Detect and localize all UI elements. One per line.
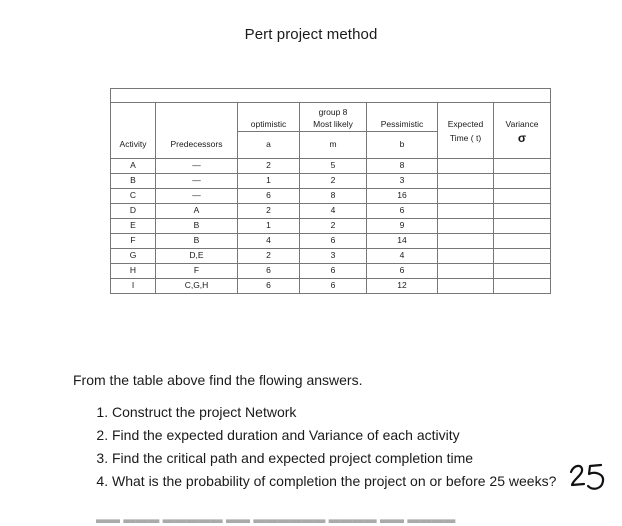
pessimistic-cell: 4 (367, 248, 438, 263)
activity-cell: F (111, 233, 156, 248)
table-row (111, 203, 551, 218)
most-likely-cell: 6 (300, 263, 367, 278)
expected-time-cell (438, 188, 494, 203)
predecessor-cell: F (156, 263, 238, 278)
table-row (111, 158, 551, 173)
header-time: Time ( t) (438, 132, 494, 159)
cut-off-text-line: ▬▬ ▬▬▬ ▬▬▬▬▬ ▬▬ ▬▬▬▬▬▬ ▬▬▬▬ ▬▬ ▬▬▬▬ (96, 512, 456, 526)
activity-cell: D (111, 203, 156, 218)
table-header-row-group (111, 103, 551, 118)
variance-cell (494, 263, 551, 278)
optimistic-cell: 4 (238, 233, 300, 248)
pessimistic-cell: 9 (367, 218, 438, 233)
activity-cell: H (111, 263, 156, 278)
expected-time-cell (438, 158, 494, 173)
activity-cell: I (111, 278, 156, 293)
activity-cell: C (111, 188, 156, 203)
optimistic-cell: 6 (238, 188, 300, 203)
table-header-row-1 (111, 117, 551, 132)
optimistic-cell: 6 (238, 263, 300, 278)
question-item: 3. Find the critical path and expected project completion time (112, 447, 602, 470)
expected-time-cell (438, 278, 494, 293)
table-row (111, 188, 551, 203)
header-optimistic: optimistic (238, 117, 300, 132)
pessimistic-cell: 12 (367, 278, 438, 293)
questions-intro: From the table above find the flowing answers. (73, 372, 363, 388)
table-header-row-2 (111, 132, 551, 159)
table-row (111, 173, 551, 188)
table-blank-row (111, 89, 551, 103)
activity-cell: E (111, 218, 156, 233)
table-row (111, 233, 551, 248)
header-variance: Variance (494, 117, 551, 132)
pessimistic-cell: 6 (367, 263, 438, 278)
most-likely-cell: 2 (300, 218, 367, 233)
optimistic-cell: 2 (238, 248, 300, 263)
most-likely-cell: 8 (300, 188, 367, 203)
variance-cell (494, 218, 551, 233)
pessimistic-cell: 16 (367, 188, 438, 203)
predecessor-cell: B (156, 233, 238, 248)
most-likely-cell: 6 (300, 278, 367, 293)
variance-cell (494, 158, 551, 173)
predecessor-cell: — (156, 173, 238, 188)
table-row (111, 248, 551, 263)
header-activity: Activity (111, 132, 156, 159)
variance-cell (494, 248, 551, 263)
pessimistic-cell: 6 (367, 203, 438, 218)
header-most-likely: Most likely (300, 117, 367, 132)
activity-cell: G (111, 248, 156, 263)
predecessor-cell: — (156, 158, 238, 173)
variance-cell (494, 173, 551, 188)
expected-time-cell (438, 218, 494, 233)
question-item: 1. Construct the project Network (112, 401, 602, 424)
table-row (111, 218, 551, 233)
header-b: b (367, 132, 438, 159)
pessimistic-cell: 8 (367, 158, 438, 173)
group-label: group 8 (300, 103, 367, 118)
handwritten-25-mark (568, 460, 608, 496)
pert-table (110, 88, 551, 294)
most-likely-cell: 6 (300, 233, 367, 248)
table-row (111, 263, 551, 278)
expected-time-cell (438, 248, 494, 263)
predecessor-cell: D,E (156, 248, 238, 263)
questions-list (88, 401, 602, 493)
variance-cell (494, 188, 551, 203)
predecessor-cell: — (156, 188, 238, 203)
page-title: Pert project method (244, 26, 378, 43)
expected-time-cell (438, 263, 494, 278)
header-predecessors: Predecessors (156, 132, 238, 159)
expected-time-cell (438, 233, 494, 248)
header-sigma: σ (494, 132, 551, 159)
pessimistic-cell: 3 (367, 173, 438, 188)
question-item: 2. Find the expected duration and Variance of each activity (112, 424, 602, 447)
pessimistic-cell: 14 (367, 233, 438, 248)
predecessor-cell: C,G,H (156, 278, 238, 293)
activity-cell: A (111, 158, 156, 173)
header-a: a (238, 132, 300, 159)
expected-time-cell (438, 203, 494, 218)
most-likely-cell: 3 (300, 248, 367, 263)
optimistic-cell: 6 (238, 278, 300, 293)
activity-cell: B (111, 173, 156, 188)
header-expected: Expected (438, 117, 494, 132)
optimistic-cell: 1 (238, 173, 300, 188)
question-item: 4. What is the probability of completion the project on or before 25 weeks? (112, 470, 602, 493)
expected-time-cell (438, 173, 494, 188)
variance-cell (494, 203, 551, 218)
predecessor-cell: A (156, 203, 238, 218)
header-m: m (300, 132, 367, 159)
optimistic-cell: 2 (238, 203, 300, 218)
predecessor-cell: B (156, 218, 238, 233)
header-pessimistic: Pessimistic (367, 117, 438, 132)
optimistic-cell: 1 (238, 218, 300, 233)
most-likely-cell: 4 (300, 203, 367, 218)
most-likely-cell: 5 (300, 158, 367, 173)
variance-cell (494, 233, 551, 248)
optimistic-cell: 2 (238, 158, 300, 173)
most-likely-cell: 2 (300, 173, 367, 188)
table-row (111, 278, 551, 293)
variance-cell (494, 278, 551, 293)
